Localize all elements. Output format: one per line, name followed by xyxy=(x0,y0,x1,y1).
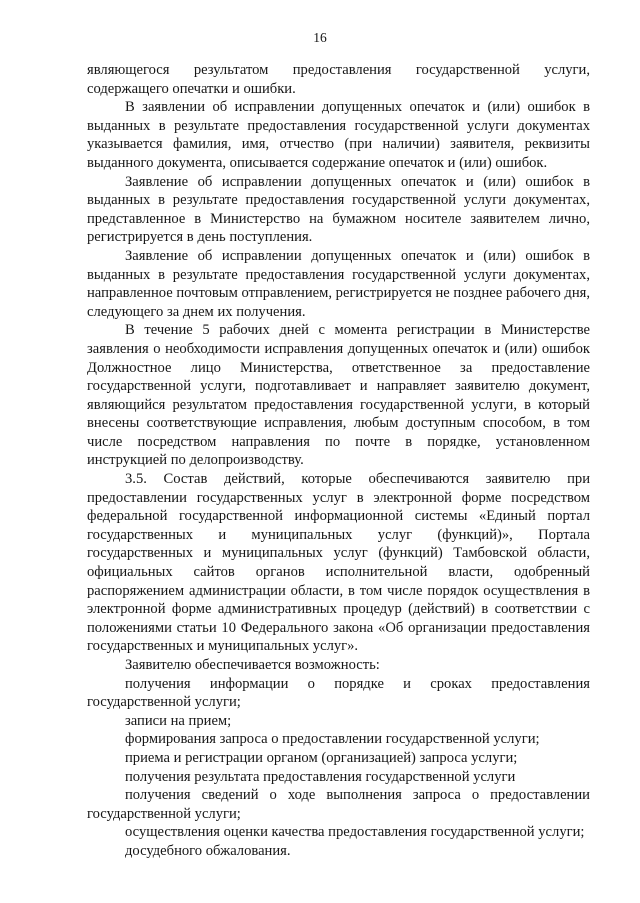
list-item-quality-rating: осуществления оценки качества предоставления государственной услуги; xyxy=(125,824,585,841)
list-item-result: получения результата предоставления государственной услуги xyxy=(125,768,516,785)
paragraph-correction-term: В течение 5 рабочих дней с момента регистрации в Министерстве заявления о необходимости исправления допущенных опечаток и (или) ошибок Должностное лицо Министерства, ответственное за предоставление государственной услуги, подготавливает и направляет заявителю документ, являющийся результатом предоставления государственной услуги, в который внесены соответствующие исправления, любым доступным способом, в том числе посредством направления по почте в порядке, установленном инструкцией по делопроизводству. xyxy=(87,322,590,469)
page-number: 16 xyxy=(313,30,327,45)
paragraph-continuation: являющегося результатом предоставления государственной услуги, содержащего опечатки и ошибки. xyxy=(87,62,590,97)
list-item-progress: получения сведений о ходе выполнения запроса о предоставлении государственной услуги; xyxy=(87,787,590,822)
paragraph-paper-registration: Заявление об исправлении допущенных опечаток и (или) ошибок в выданных в результате предоставления государственной услуги документах, представленное в Министерство на бумажном носителе заявителем лично, регистрируется в день поступления. xyxy=(87,173,590,246)
paragraph-opportunities-intro: Заявителю обеспечивается возможность: xyxy=(125,657,380,673)
list-item-appointment: записи на прием; xyxy=(125,712,232,729)
paragraph-section-3-5: 3.5. Состав действий, которые обеспечиваются заявителю при предоставлении государственных услуг в электронной форме посредством федеральной государственной информационной системы «Единый портал государственных и муниципальных услуг (функций)», Портала государственных и муниципальных услуг (функций) Тамбовской области, официальных сайтов органов исполнительной власти, одобренный распоряжением администрации области, в том числе порядок осуществления в электронной форме административных процедур (действий) в соответствии с положениями статьи 10 Федерального закона «Об организации предоставления государственных и муниципальных услуг». xyxy=(87,471,590,655)
paragraph-application-contents: В заявлении об исправлении допущенных опечаток и (или) ошибок в выданных в результате предоставления государственной услуги документах указывается фамилия, имя, отчество (при наличии) заявителя, реквизиты выданного документа, описывается содержание опечаток и (или) ошибок. xyxy=(87,99,590,171)
list-item-request-forming: формирования запроса о предоставлении государственной услуги; xyxy=(125,731,540,748)
list-item-appeal: досудебного обжалования. xyxy=(125,842,291,859)
document-body xyxy=(87,61,590,861)
list-item-request-registration: приема и регистрации органом (организацией) запроса услуги; xyxy=(125,749,518,766)
list-item-information: получения информации о порядке и сроках предоставления государственной услуги; xyxy=(87,675,590,711)
paragraph-postal-registration: Заявление об исправлении допущенных опечаток и (или) ошибок в выданных в результате предоставления государственной услуги документах, направленное почтовым отправлением, регистрируется не позднее рабочего дня, следующего за днем их получения. xyxy=(87,247,590,320)
